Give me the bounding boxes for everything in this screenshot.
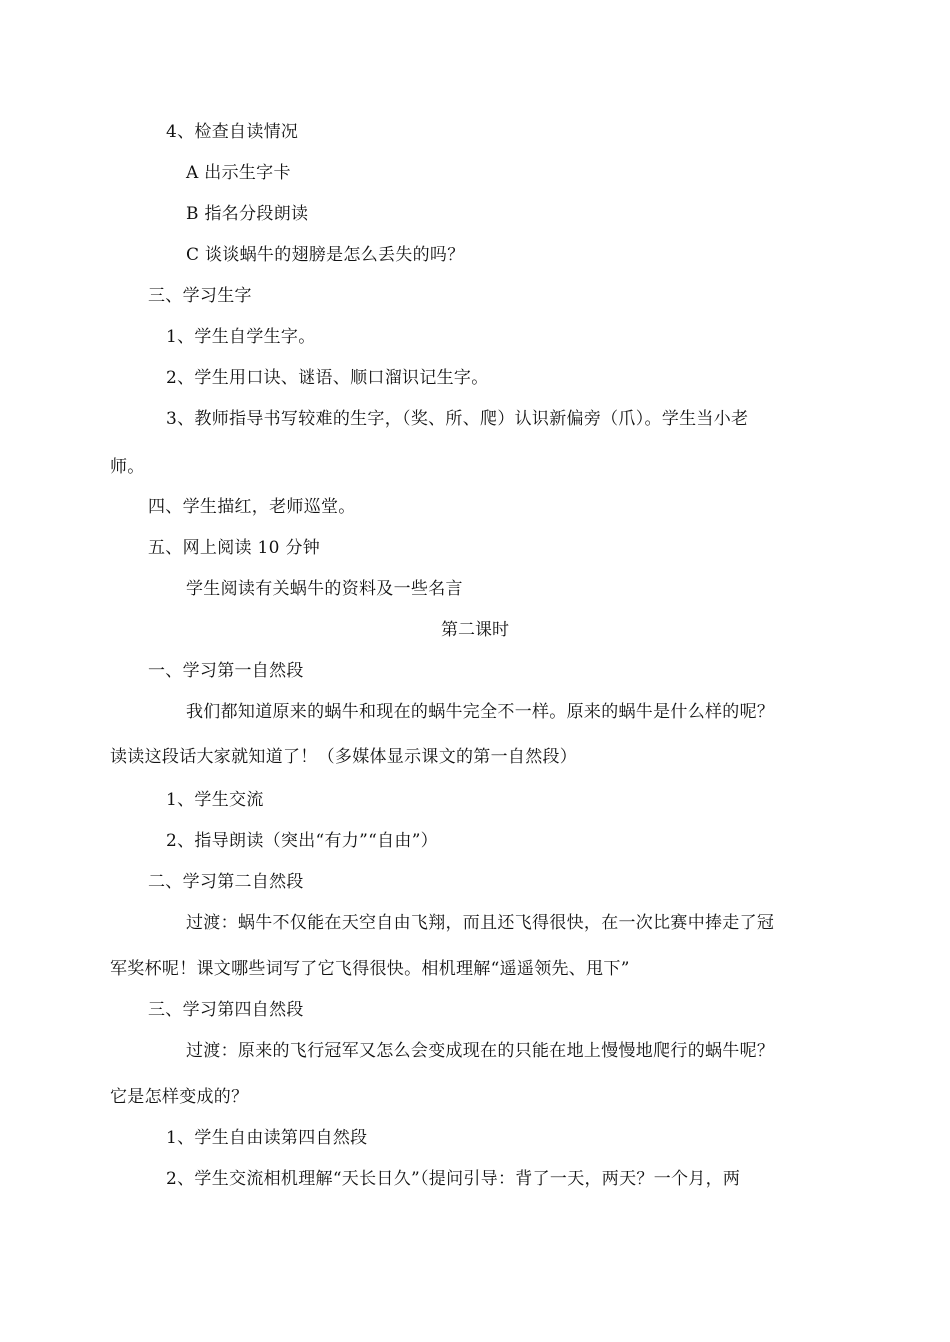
- section-heading: 三、学习第四自然段: [148, 1000, 304, 1020]
- text-line: 2、指导朗读（突出“有力”“自由”）: [166, 831, 438, 851]
- text-line: 读读这段话大家就知道了！（多媒体显示课文的第一自然段）: [110, 747, 578, 767]
- text-line: 我们都知道原来的蜗牛和现在的蜗牛完全不一样。原来的蜗牛是什么样的呢？: [186, 702, 775, 722]
- text-line: 2、学生用口诀、谜语、顺口溜识记生字。: [166, 368, 489, 388]
- section-heading: 一、学习第一自然段: [148, 661, 304, 681]
- text-line: 1、学生交流: [166, 790, 264, 810]
- text-line: 2、学生交流相机理解“天长日久”（提问引导：背了一天，两天？一个月，两: [166, 1169, 741, 1189]
- text-line: 3、教师指导书写较难的生字，（奖、所、爬）认识新偏旁（爪）。学生当小老: [166, 409, 749, 429]
- lesson-title: 第二课时: [441, 620, 509, 640]
- text-line: A 出示生字卡: [186, 163, 291, 183]
- text-line: 过渡：原来的飞行冠军又怎么会变成现在的只能在地上慢慢地爬行的蜗牛呢？: [186, 1041, 775, 1061]
- text-line: 军奖杯呢！课文哪些词写了它飞得很快。相机理解“遥遥领先、甩下”: [110, 959, 630, 979]
- section-heading: 五、网上阅读 10 分钟: [148, 538, 321, 558]
- text-line: 1、学生自由读第四自然段: [166, 1128, 368, 1148]
- section-heading: 二、学习第二自然段: [148, 872, 304, 892]
- text-line: 1、学生自学生字。: [166, 327, 316, 347]
- text-line: 师。: [110, 457, 145, 477]
- text-line: 它是怎样变成的？: [110, 1087, 249, 1107]
- text-line: C 谈谈蜗牛的翅膀是怎么丢失的吗？: [186, 245, 465, 265]
- text-line: 过渡：蜗牛不仅能在天空自由飞翔，而且还飞得很快，在一次比赛中捧走了冠: [186, 913, 775, 933]
- section-heading: 四、学生描红，老师巡堂。: [148, 497, 356, 517]
- text-line: B 指名分段朗读: [186, 204, 309, 224]
- text-line: 4、检查自读情况: [166, 122, 299, 142]
- text-line: 学生阅读有关蜗牛的资料及一些名言: [186, 579, 463, 599]
- section-heading: 三、学习生字: [148, 286, 252, 306]
